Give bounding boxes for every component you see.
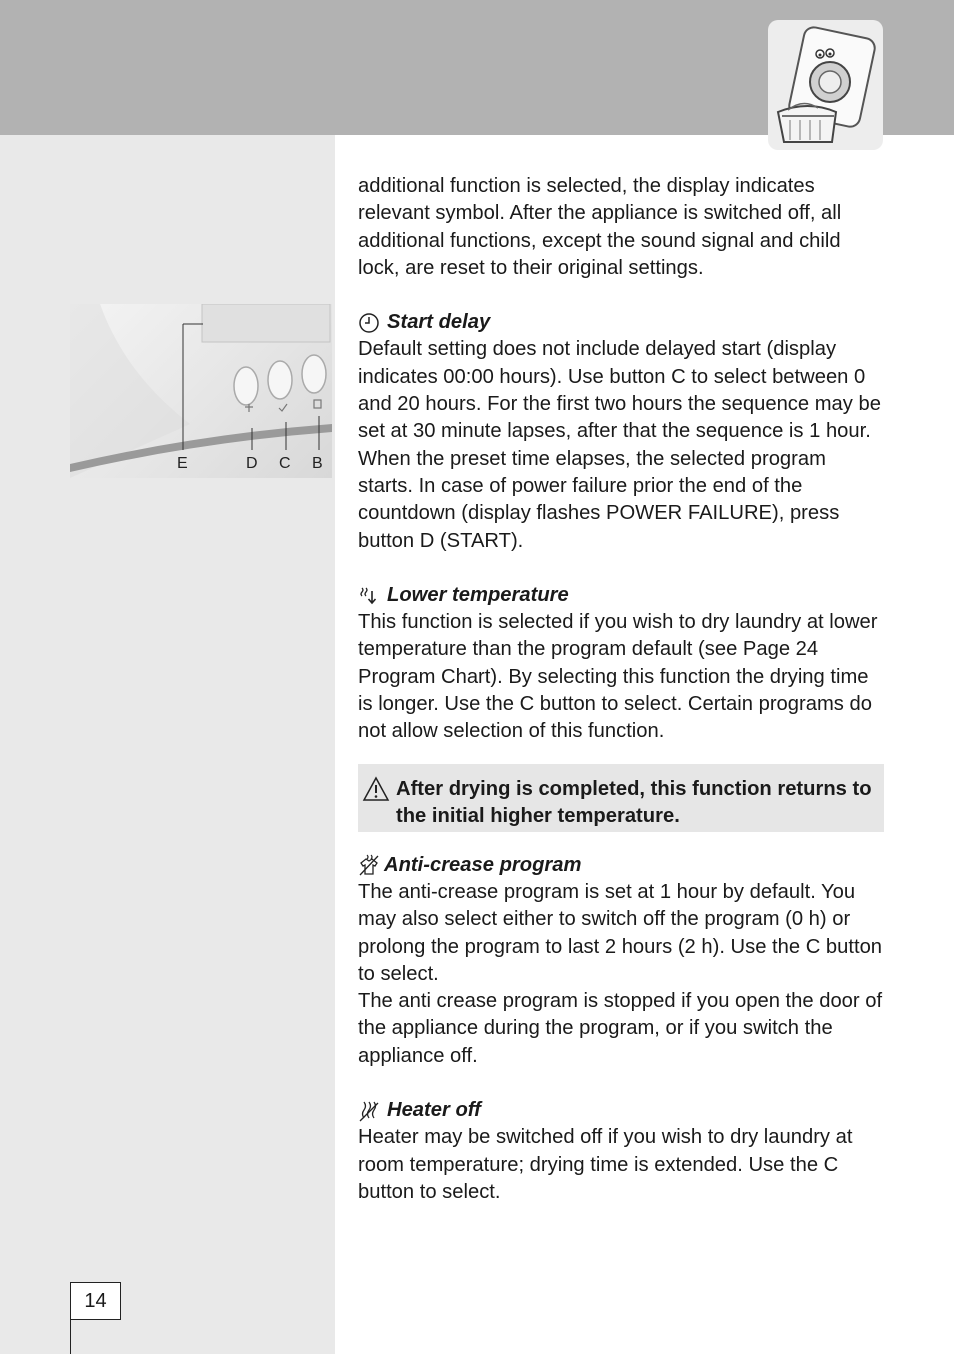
- warning-note: [358, 764, 884, 832]
- heading-anti-crease: [358, 852, 884, 879]
- title-heater-off: Heater off: [387, 1099, 481, 1122]
- panel-label-e: E: [177, 455, 188, 472]
- dryer-mascot-logo: [768, 20, 883, 150]
- button-d: [234, 367, 258, 405]
- dryer-mascot-icon: [768, 20, 883, 150]
- panel-label-b: B: [312, 455, 323, 472]
- section-anti-crease: [358, 852, 884, 1070]
- section-heater-off: [358, 1097, 884, 1206]
- page-number: [70, 1282, 121, 1320]
- main-content: [358, 173, 884, 1206]
- title-start-delay: Start delay: [387, 311, 491, 334]
- warning-triangle-icon: [362, 776, 390, 802]
- section-start-delay: [358, 309, 884, 555]
- panel-label-c: C: [279, 455, 291, 472]
- body-heater-off: Heater may be switched off if you wish to dry laundry at room temperature; drying time is extended. Use the C button to select.: [358, 1126, 853, 1203]
- body-start-delay: Default setting does not include delayed start (display indicates 00:00 hours). Use button C to select between 0 and 20 hours. For the first two hours the sequence may be set at 30 minute lapses, after that the sequence is 1 hour. When the preset time elapses, the selected program starts. In case of power failure prior the end of the countdown (display flashes POWER FAILURE), press button D (START).: [358, 338, 881, 552]
- panel-label-d: D: [246, 455, 258, 472]
- body-anti-crease-2: The anti crease program is stopped if you open the door of the appliance during the program, or if you switch the appliance off.: [358, 990, 883, 1067]
- warning-text: After drying is completed, this function returns to the initial higher temperature.: [396, 777, 872, 827]
- lower-temperature-icon: [358, 585, 380, 607]
- heading-start-delay: [358, 309, 884, 336]
- title-lower-temperature: Lower temperature: [387, 583, 569, 606]
- heater-off-icon: [358, 1100, 380, 1122]
- clock-icon: [358, 312, 380, 334]
- button-c: [268, 361, 292, 399]
- body-lower-temperature: This function is selected if you wish to dry laundry at lower temperature than the program default (see Page 24 Program Chart). By selecting this function the drying time is longer. Use the C button to select. Certain programs do not allow selection of this function.: [358, 611, 878, 743]
- page-number-rule: [70, 1320, 71, 1354]
- title-anti-crease: Anti-crease program: [384, 853, 582, 876]
- heading-lower-temperature: [358, 582, 884, 609]
- heading-heater-off: [358, 1097, 884, 1124]
- anti-crease-icon: [358, 854, 380, 876]
- intro-paragraph: additional function is selected, the display indicates relevant symbol. After the appliance is switched off, all additional functions, except the sound signal and child lock, are reset to their original settings.: [358, 175, 842, 279]
- button-b: [302, 355, 326, 393]
- control-panel-image: [70, 304, 332, 478]
- page-number-text: 14: [84, 1289, 107, 1312]
- section-lower-temperature: [358, 582, 884, 746]
- body-anti-crease-1: The anti-crease program is set at 1 hour by default. You may also select either to switch off the program (0 h) or prolong the program to last 2 hours (2 h). Use the C button to select.: [358, 880, 883, 985]
